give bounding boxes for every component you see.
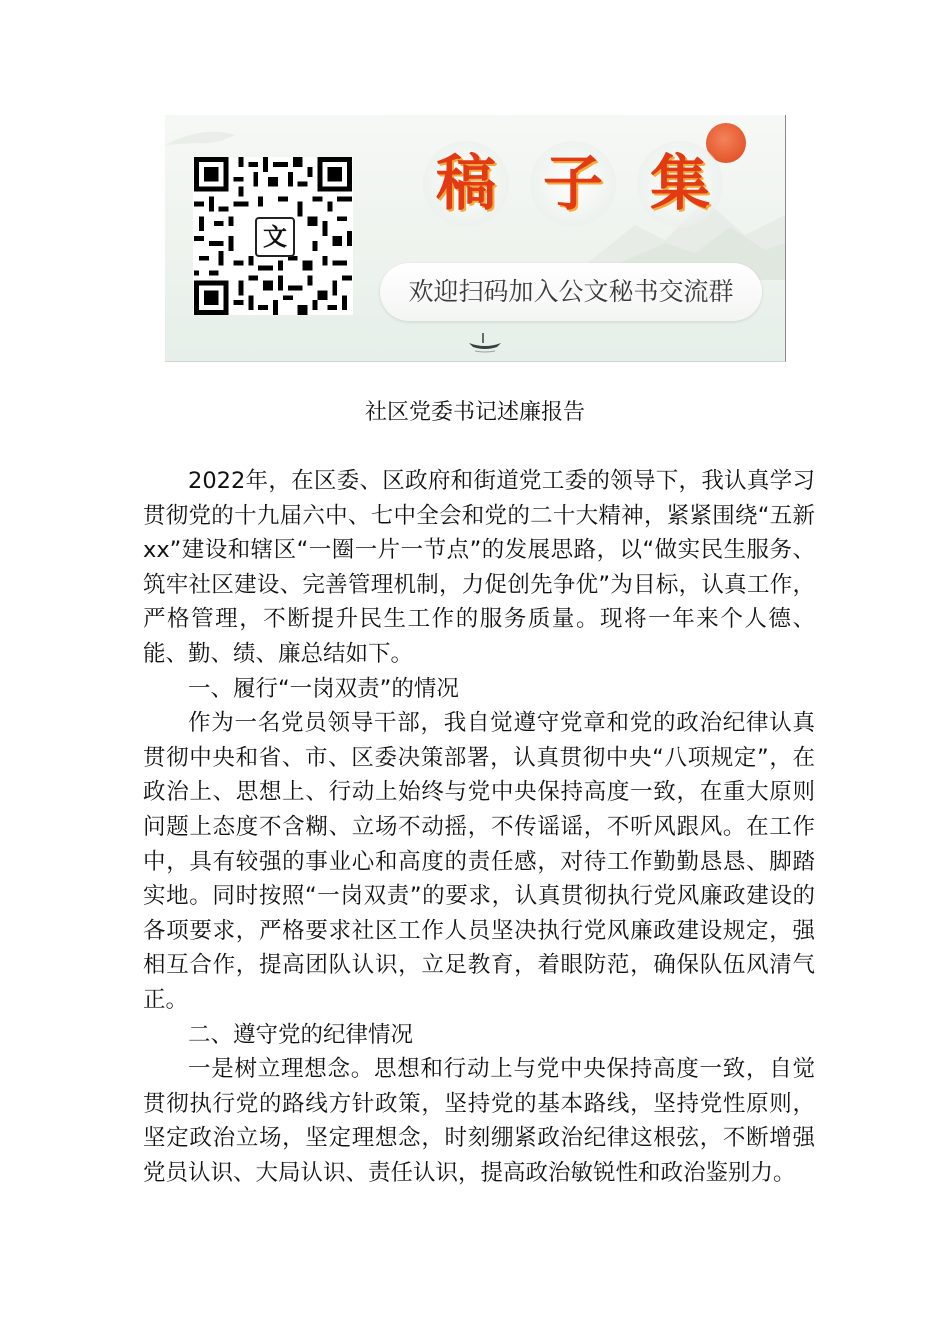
promo-banner: [165, 115, 786, 362]
boat-icon: [465, 329, 505, 353]
qr-center-logo: 文: [255, 217, 295, 257]
brand-char: 稿: [423, 141, 509, 227]
qr-code[interactable]: [193, 157, 353, 315]
paragraph: 2022年，在区委、区政府和街道党工委的领导下，我认真学习贯彻党的十九届六中、七中全会和党的二十大精神，紧紧围绕“五新xx”建设和辖区“一圈一片一节点”的发展思路，以“做实民生服务、筑牢社区建设、完善管理机制，力促创先争优”为目标，认真工作，严格管理，不断提升民生工作的服务质量。现将一年来个人德、能、勤、绩、廉总结如下。: [143, 468, 815, 667]
paragraph: 作为一名党员领导干部，我自觉遵守党章和党的政治纪律认真贯彻中央和省、市、区委决策部署，认真贯彻中央“八项规定”，在政治上、思想上、行动上始终与党中央保持高度一致，在重大原则问题上态度不含糊、立场不动摇，不传谣谣，不听风跟风。在工作中，具有较强的事业心和高度的责任感，对待工作勤勤恳恳、脚踏实地。同时按照“一岗双责”的要求，认真贯彻执行党风廉政建设的各项要求，严格要求社区工作人员坚决执行党风廉政建设规定，强相互合作，提高团队认识，立足教育，着眼防范，确保队伍风清气正。: [143, 710, 815, 1013]
brand-char: 集: [637, 141, 723, 227]
section-heading: 二、遵守党的纪律情况: [188, 1021, 414, 1048]
paragraph: 一是树立理想念。思想和行动上与党中央保持高度一致，自觉贯彻执行党的路线方针政策，坚持党的基本路线，坚持党性原则，坚定政治立场，坚定理想念，时刻绷紧政治纪律这根弦，不断增强党员认识、大局认识、责任认识，提高政治敏锐性和政治鉴别力。: [143, 1056, 815, 1186]
document-title: 社区党委书记述廉报告: [364, 400, 585, 425]
document-body: [143, 464, 815, 1190]
brand-title: [423, 141, 723, 227]
section-heading: 一、履行“一岗双责”的情况: [188, 675, 459, 702]
banner-slogan: 欢迎扫码加入公文秘书交流群: [380, 263, 762, 321]
brand-char: 子: [530, 141, 616, 227]
